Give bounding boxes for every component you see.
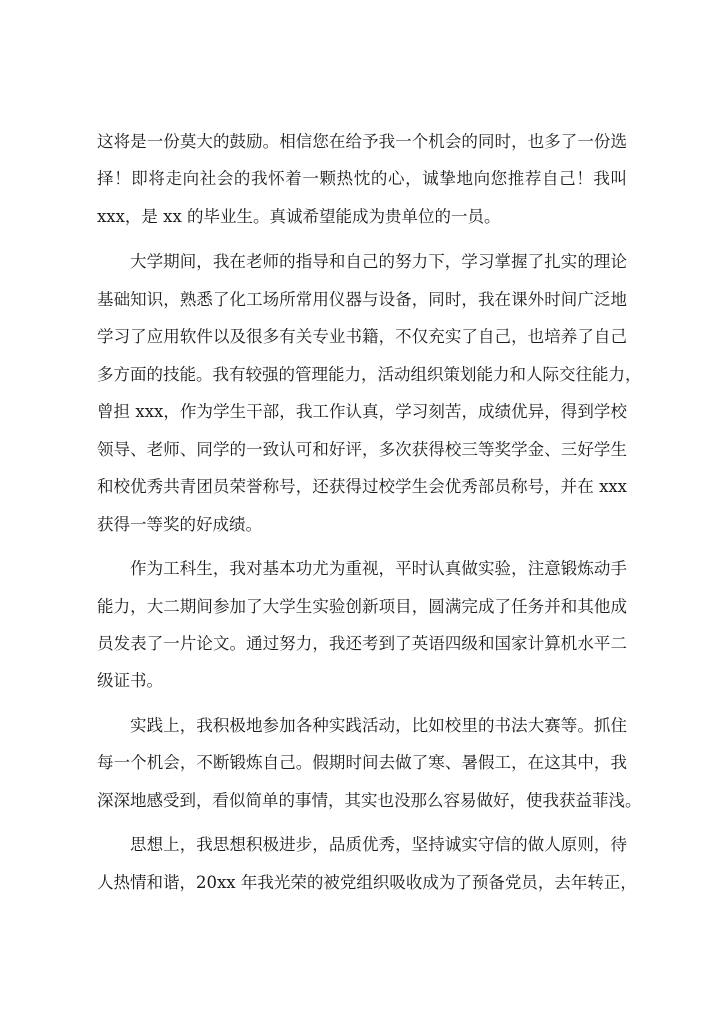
text-line-9: 领导、老师、同学的一致认可和好评，多次获得校三等奖学金、三好学生 [97,440,627,459]
text-line-17: 每一个机会，不断锻炼自己。假期时间去做了寒、暑假工，在这其中，我 [97,753,627,772]
text-line-15: 级证书。 [97,671,163,690]
text-line-5: 基础知识，熟悉了化工场所常用仪器与设备，同时，我在课外时间广泛地 [97,290,627,309]
text-line-4: 大学期间，我在老师的指导和自己的努力下，学习掌握了扎实的理论 [130,252,627,271]
text-line-8: 曾担 xxx，作为学生干部，我工作认真，学习刻苦，成绩优异，得到学校 [97,402,627,421]
text-line-18: 深深地感受到，看似简单的事情，其实也没那么容易做好，使我获益菲浅。 [97,791,642,810]
text-line-3: xxx，是 xx 的毕业生。真诚希望能成为贵单位的一员。 [97,207,501,226]
text-line-16: 实践上，我积极地参加各种实践活动，比如校里的书法大赛等。抓住 [130,716,627,735]
text-line-6: 学习了应用软件以及很多有关专业书籍，不仅充实了自己，也培养了自己 [97,327,627,346]
text-line-20: 人热情和谐，20xx 年我光荣的被党组织吸收成为了预备党员，去年转正， [97,873,637,892]
text-line-14: 员发表了一片论文。通过努力，我还考到了英语四级和国家计算机水平二 [97,634,627,653]
text-line-10: 和校优秀共青团员荣誉称号，还获得过校学生会优秀部员称号，并在 xxx [97,477,627,496]
text-line-7: 多方面的技能。我有较强的管理能力，活动组织策划能力和人际交往能力， [97,365,642,384]
text-line-2: 择！即将走向社会的我怀着一颗热忱的心，诚挚地向您推荐自己！我叫 [97,169,627,188]
text-line-19: 思想上，我思想积极进步，品质优秀，坚持诚实守信的做人原则，待 [130,835,627,854]
text-line-1: 这将是一份莫大的鼓励。相信您在给予我一个机会的同时，也多了一份选 [97,132,627,151]
text-line-13: 能力，大二期间参加了大学生实验创新项目，圆满完成了任务并和其他成 [97,597,627,616]
text-line-12: 作为工科生，我对基本功尤为重视，平时认真做实验，注意锻炼动手 [130,559,627,578]
text-line-11: 获得一等奖的好成绩。 [97,515,262,534]
